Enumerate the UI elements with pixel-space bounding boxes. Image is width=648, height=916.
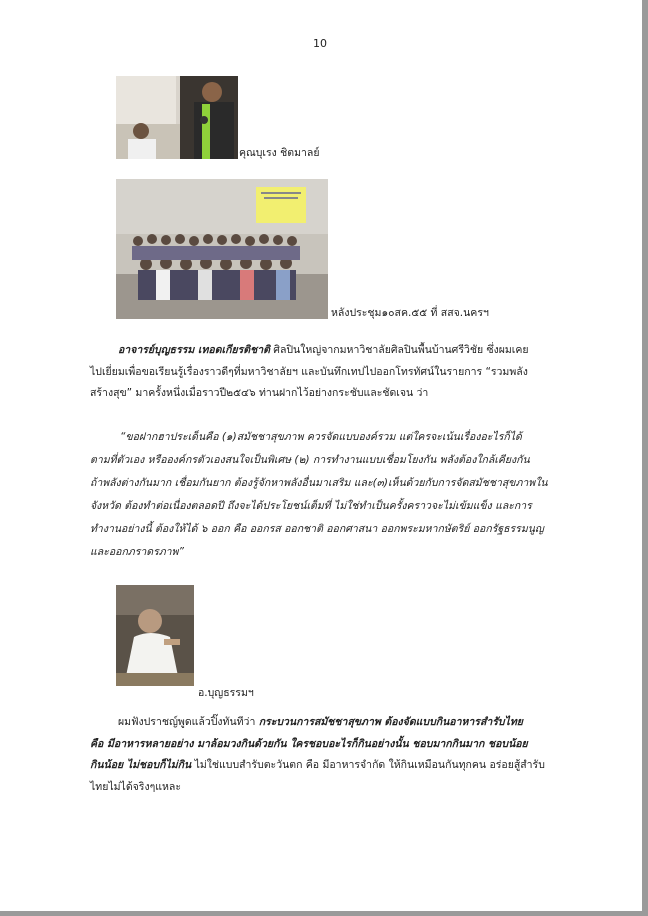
text-run: ไม่ใช่แบบสำรับตะวันตก คือ มีอาหารจำกัด ให้กินเหมือนกันทุกคน อร่อยสู้สำรับ bbox=[191, 759, 545, 772]
paragraph-conclusion-line bbox=[90, 712, 580, 734]
emphasis-run: คือ มีอาหารหลายอย่าง มาล้อมวงกินด้วยกัน ใครชอบอะไรก็กินอย่างนั้น ชอบมากกินมาก ชอบน้อย bbox=[90, 737, 528, 750]
photo2-caption: หลังประชุม๑๐สค.๕๕ ที่ สสจ.นครฯ bbox=[331, 307, 489, 319]
text-run: ไทยไม่ได้จริงๆแหละ bbox=[90, 780, 181, 793]
paragraph-intro-line bbox=[90, 362, 580, 384]
paragraph-conclusion-line bbox=[90, 777, 580, 799]
emphasis-run: กินน้อย ไม่ชอบก็ไม่กิน bbox=[90, 759, 192, 772]
paragraph-conclusion-line bbox=[90, 734, 580, 756]
quote-line: และออกภราดรภาพ” bbox=[90, 546, 184, 558]
quote-line: ตามที่ตัวเอง หรือองค์กรตัวเองสนใจเป็นพิเศษ (๒) การทำงานแบบเชื่อมโยงกัน พลังต้องใกล้เคียงกัน bbox=[90, 454, 530, 466]
photo3-caption: อ.บุญธรรมฯ bbox=[198, 687, 254, 699]
page-edge-right bbox=[642, 0, 648, 916]
emphasis-run: กระบวนการสมัชชาสุขภาพ ต้องจัดแบบกินอาหารสำรับไทย bbox=[258, 716, 523, 728]
quote-line: ถ้าพลังต่างกันมาก เชื่อมกันยาก ต้องรู้จักหาพลังอื่นมาเสริม และ(๓)เห็นด้วยกับการจัดสมัชชาสุขภาพใน bbox=[90, 477, 548, 489]
paragraph-intro-line bbox=[90, 383, 580, 405]
photo1-caption: คุณบุเรง ชิตมาลย์ bbox=[239, 147, 320, 159]
quote-line: ทำงานอย่างนี้ ต้องให้ได้ ๖ ออก คือ ออกรส ออกชาติ ออกศาสนา ออกพระมหากษัตริย์ ออกรัฐธรรมนูญ bbox=[90, 523, 544, 535]
photo-speaker bbox=[116, 76, 238, 159]
paragraph-intro bbox=[90, 340, 580, 405]
text-run: ผมฟังปราชญ์พูดแล้วปิ๊งทันทีว่า bbox=[118, 716, 259, 728]
quote-line: จังหวัด ต้องทำต่อเนื่องตลอดปี ถึงจะได้ประโยชน์เต็มที่ ไม่ใช่ทำเป็นครั้งคราวจะไม่เข้มแข็ง และการ bbox=[90, 500, 532, 512]
author-name: อาจารย์บุญธรรม เทอดเกียรติชาติ bbox=[118, 344, 270, 356]
text-run: ไปเยี่ยมเพื่อขอเรียนรู้เรื่องราวดีๆที่มหาวิชาลัยฯ และบันทึกเทปไปออกโทรทัศน์ในรายการ “รวมพลัง bbox=[90, 365, 528, 378]
paragraph-conclusion-line bbox=[90, 755, 580, 777]
page-edge-bottom bbox=[0, 911, 648, 916]
photo-teacher bbox=[116, 585, 194, 686]
text-run: ศิลปินใหญ่จากมหาวิชาลัยศิลปินพื้นบ้านศรีวิชัย ซึ่งผมเคย bbox=[269, 344, 529, 356]
quote-line: “ขอฝากฮาประเด็นคือ (๑)สมัชชาสุขภาพ ควรจัดแบบองค์รวม แต่ใครจะเน้นเรื่องอะไรก็ได้ bbox=[120, 431, 522, 443]
page-number: 10 bbox=[313, 37, 327, 50]
paragraph-conclusion bbox=[90, 712, 580, 798]
paragraph-intro-line bbox=[90, 340, 580, 362]
quote-block bbox=[90, 426, 580, 564]
text-run: สร้างสุข” มาครั้งหนึ่งเมื่อราวปี๒๕๔๖ ท่านฝากไว้อย่างกระชับและชัดเจน ว่า bbox=[90, 387, 429, 400]
photo-group bbox=[116, 179, 328, 319]
